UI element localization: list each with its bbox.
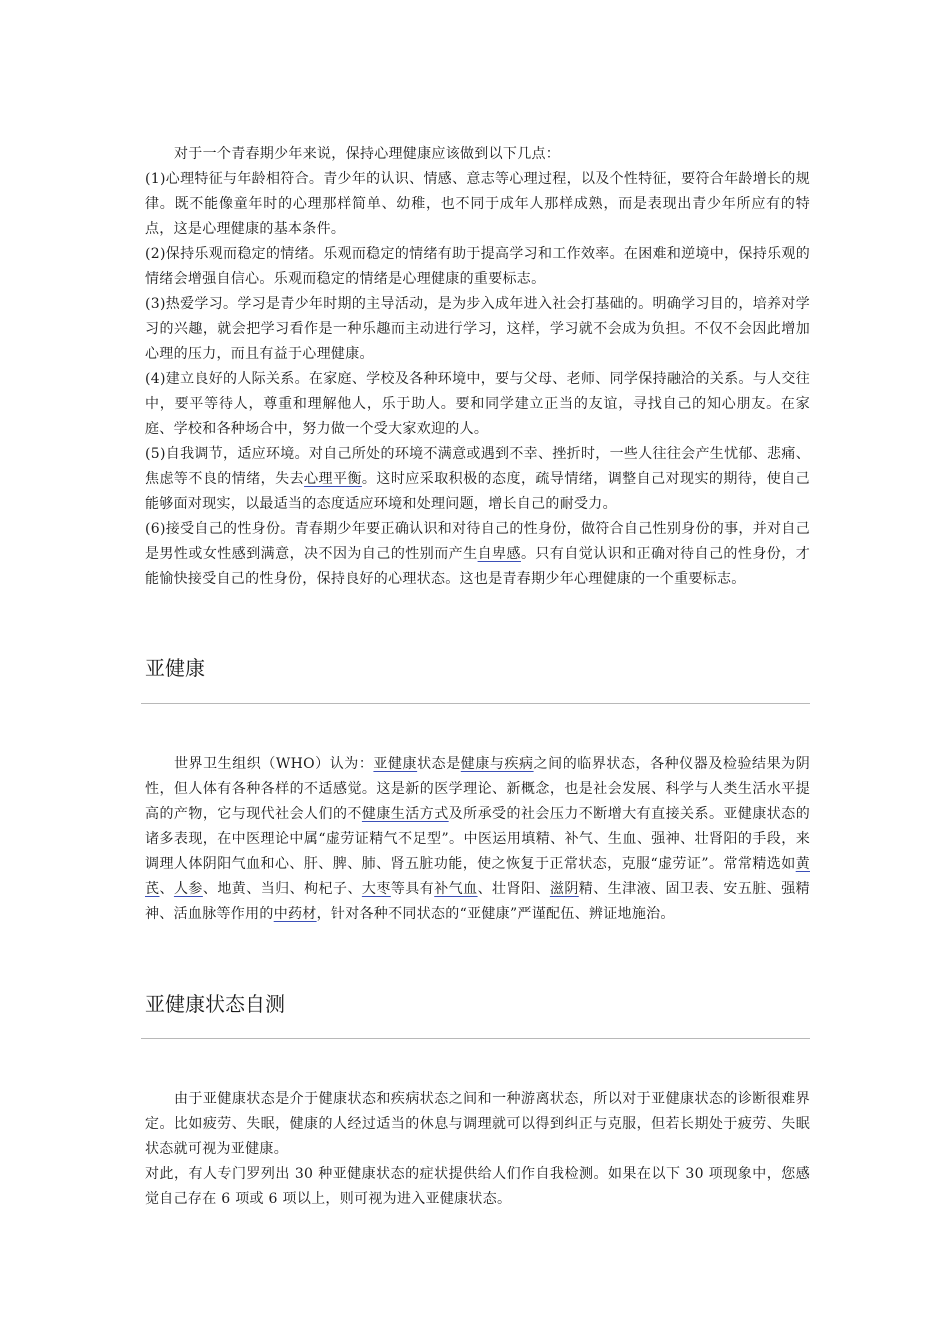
section1-body	[145, 752, 810, 927]
item6-text-b: 。只有自觉认识和正确对待自己的性身份，才能愉快接受自己的性身份，保持良好的心理状态。这也是青春期少年心理健康的一个重要标志。	[145, 546, 811, 587]
item5-text-a: (5)自我调节，适应环境。对自己所处的环境不满意或遇到不幸、挫折时，一些人往往会产生忧郁、悲痛、焦虑等不良的情绪，失去	[145, 446, 810, 487]
section2-divider	[141, 1038, 810, 1039]
link-zhongyaocai[interactable]: 中药材	[273, 906, 317, 922]
intro-item-2: (2)保持乐观而稳定的情绪。乐观而稳定的情绪有助于提高学习和工作效率。在困难和逆境中，保持乐观的情绪会增强自信心。乐观而稳定的情绪是心理健康的重要标志。	[145, 246, 810, 287]
section2-body	[145, 1087, 810, 1212]
section1-paragraph	[145, 752, 810, 927]
link-yajiankang[interactable]: 亚健康	[373, 756, 418, 772]
link-renshen[interactable]: 人参	[173, 881, 203, 897]
link-zibeigan[interactable]: 自卑感	[477, 546, 521, 562]
intro-item-1: (1)心理特征与年龄相符合。青少年的认识、情感、意志等心理过程，以及个性特征，要符合年龄增长的规律。既不能像童年时的心理那样简单、幼稚，也不同于成年人那样成熟，而是表现出青少年所应有的特点，这是心理健康的基本条件。	[145, 171, 810, 237]
intro-item-5	[145, 442, 810, 517]
s1-text: 及所承受的社会压力不断增大有直接关系。亚健康状态的诸多表现，在中医理论中属“虚劳证精气不足型”。中医运用填精、补气、生血、强神、壮肾阳的手段，来调理人体阴阳气血和心、肝、脾、肺、肾五脏功能，使之恢复于正常状态，克服“虚劳证”。常常精选如	[145, 806, 811, 872]
link-huangqi[interactable]: 黄芪	[145, 856, 810, 897]
s1-text: 、壮肾阳、	[477, 881, 550, 897]
section1-heading: 亚健康	[145, 656, 205, 680]
intro-section	[145, 142, 810, 592]
s1-text: ，针对各种不同状态的“亚健康”严谨配伍、辨证地施治。	[316, 906, 675, 922]
s1-text: 、地黄、当归、枸杞子、	[202, 881, 362, 897]
item6-text-a: (6)接受自己的性身份。青春期少年要正确认识和对待自己的性身份，做符合自己性别身份的事，并对自己是男性或女性感到满意，决不因为自己的性别而产生	[145, 521, 810, 562]
link-jiankang-shenghuo-fangshi[interactable]: 健康生活方式	[361, 806, 449, 822]
item5-text-b: 。这时应采取积极的态度，疏导情绪，调整自己对现实的期待，使自己能够面对现实，以最适当的态度适应环境和处理问题，增长自己的耐受力。	[145, 471, 810, 512]
section2-paragraph-2: 对此，有人专门罗列出 30 种亚健康状态的症状提供给人们作自我检测。如果在以下 30 项现象中，您感觉自己存在 6 项或 6 项以上，则可视为进入亚健康状态。	[145, 1166, 810, 1207]
link-xinli-pingheng[interactable]: 心理平衡	[304, 471, 362, 487]
link-buqixue[interactable]: 补气血	[434, 881, 478, 897]
s1-text: 之间的临界状态，各种仪器及检验结果为阴性，但人体有各种各样的不适感觉。这是新的医学理论、新概念，也是社会发展、科学与人类生活水平提高的产物，它与现代社会人们的不	[145, 756, 811, 822]
s1-text: 等具有	[390, 881, 435, 897]
section1-divider	[141, 703, 810, 704]
section2-paragraph-1: 由于亚健康状态是介于健康状态和疾病状态之间和一种游离状态，所以对于亚健康状态的诊断很难界定。比如疲劳、失眠，健康的人经过适当的休息与调理就可以得到纠正与克服，但若长期处于疲劳、失眠状态就可视为亚健康。	[145, 1091, 810, 1157]
intro-item-4: (4)建立良好的人际关系。在家庭、学校及各种环境中，要与父母、老师、同学保持融洽的关系。与人交往中，要平等待人，尊重和理解他人，乐于助人。要和同学建立正当的友谊，寻找自己的知心朋友。在家庭、学校和各种场合中，努力做一个受大家欢迎的人。	[145, 371, 810, 437]
s1-text: 状态是	[417, 756, 461, 772]
s1-text: 、	[159, 881, 174, 897]
section2-heading: 亚健康状态自测	[145, 992, 285, 1016]
intro-lead: 对于一个青春期少年来说，保持心理健康应该做到以下几点：	[174, 146, 561, 162]
intro-item-3: (3)热爱学习。学习是青少年时期的主导活动，是为步入成年进入社会打基础的。明确学习目的，培养对学习的兴趣，就会把学习看作是一种乐趣而主动进行学习，这样，学习就不会成为负担。不仅不会因此增加心理的压力，而且有益于心理健康。	[145, 296, 810, 362]
intro-item-6	[145, 517, 810, 592]
link-dazao[interactable]: 大枣	[361, 881, 391, 897]
s1-text: 精、生津液、固卫表、安五脏、强精神、活血脉等作用的	[145, 881, 810, 922]
link-jiankang-yu-jibing[interactable]: 健康与疾病	[460, 756, 534, 772]
link-ziyin[interactable]: 滋阴	[549, 881, 579, 897]
s1-text: 世界卫生组织（WHO）认为：	[174, 756, 374, 772]
